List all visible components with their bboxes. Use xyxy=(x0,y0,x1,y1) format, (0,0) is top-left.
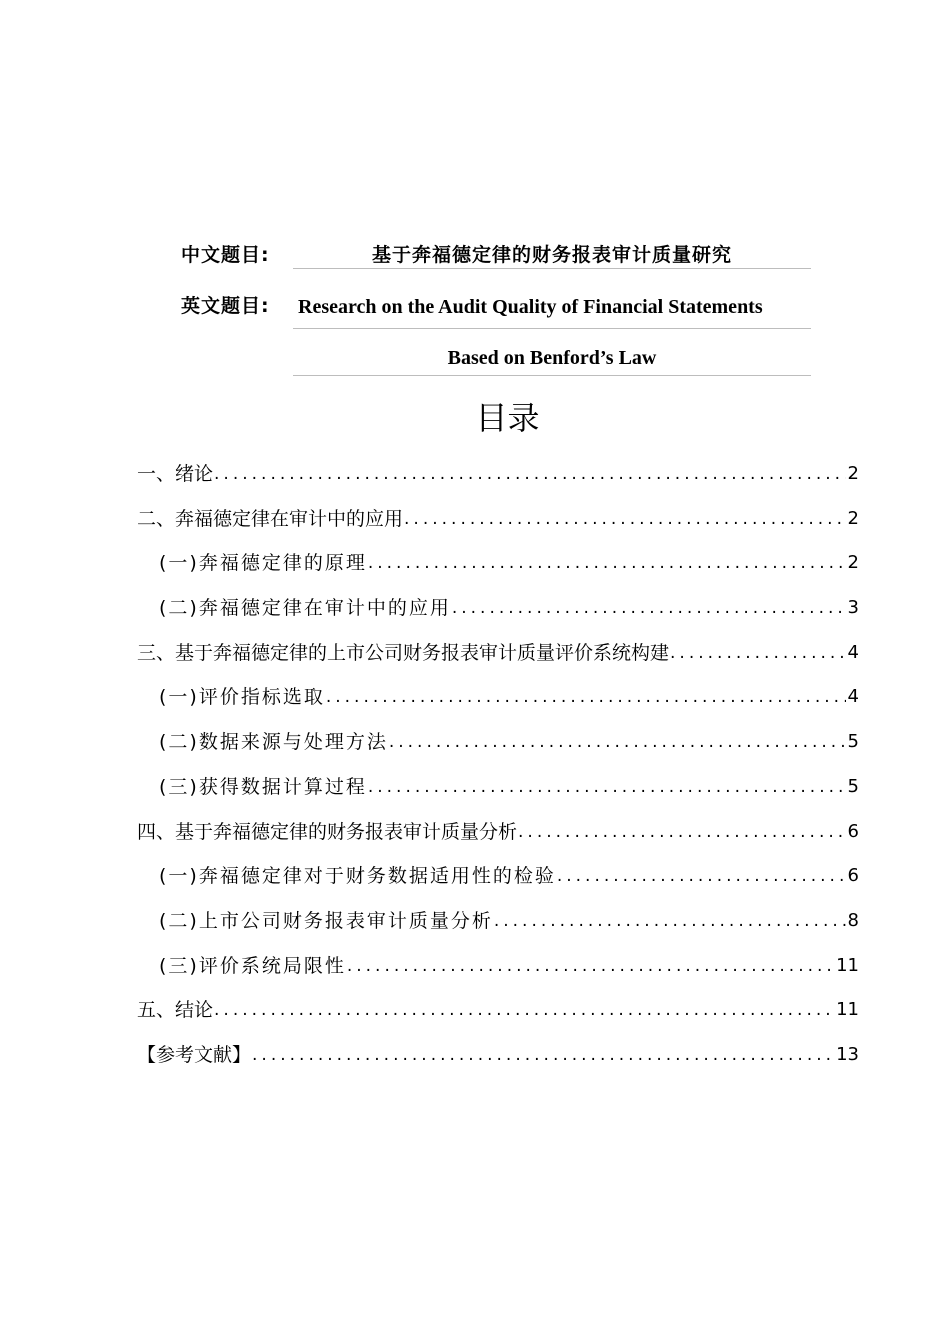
toc-entry-label: (三)评价系统局限性 xyxy=(159,954,346,977)
toc-entry-page-number: 2 xyxy=(847,463,859,484)
toc-entry-page-number: 11 xyxy=(836,954,859,976)
toc-entry-page-number: 11 xyxy=(836,999,859,1021)
toc-entry[interactable] xyxy=(137,996,859,1041)
toc-entry[interactable] xyxy=(137,907,859,952)
english-title-line-2: Based on Benford’s Law xyxy=(447,347,657,369)
english-title-line-1: Research on the Audit Quality of Financial Statements xyxy=(298,296,763,318)
toc-entry-label: 二、奔福德定律在审计中的应用 xyxy=(137,507,404,530)
toc-entry[interactable] xyxy=(137,639,859,684)
toc-entry[interactable] xyxy=(137,594,859,639)
toc-dot-leader xyxy=(214,996,834,1024)
toc-dot-leader xyxy=(368,773,846,801)
toc-heading: 目录 xyxy=(475,399,540,437)
toc-entry[interactable] xyxy=(137,1041,859,1086)
chinese-title: 基于奔福德定律的财务报表审计质量研究 xyxy=(371,244,732,266)
english-title-underline-2 xyxy=(293,375,811,376)
toc-entry-label: (一)奔福德定律的原理 xyxy=(159,552,367,575)
toc-entry[interactable] xyxy=(137,952,859,997)
toc-dot-leader xyxy=(557,862,846,890)
toc-entry[interactable] xyxy=(137,862,859,907)
toc-entry-page-number: 6 xyxy=(847,820,859,842)
table-of-contents xyxy=(137,460,859,1086)
toc-entry-label: 一、绪论 xyxy=(137,463,214,485)
toc-entry[interactable] xyxy=(137,683,859,728)
toc-entry[interactable] xyxy=(137,728,859,773)
toc-entry[interactable] xyxy=(137,460,859,505)
toc-entry[interactable] xyxy=(137,505,859,550)
toc-entry-label: (二)上市公司财务报表审计质量分析 xyxy=(159,909,493,932)
toc-dot-leader xyxy=(389,728,846,756)
chinese-title-label: 中文题目: xyxy=(181,244,270,266)
toc-dot-leader xyxy=(404,505,846,533)
toc-entry-page-number: 5 xyxy=(847,775,859,797)
toc-dot-leader xyxy=(214,460,846,488)
toc-entry[interactable] xyxy=(137,773,859,818)
toc-dot-leader xyxy=(518,818,846,846)
chinese-title-underline xyxy=(293,268,811,269)
toc-entry-page-number: 2 xyxy=(847,552,859,574)
toc-entry-label: (三)获得数据计算过程 xyxy=(159,775,367,798)
toc-dot-leader xyxy=(670,639,846,667)
toc-dot-leader xyxy=(252,1041,834,1069)
toc-dot-leader xyxy=(326,683,846,711)
toc-entry-page-number: 13 xyxy=(836,1043,859,1065)
toc-entry-page-number: 5 xyxy=(847,731,859,753)
toc-entry-label: (二)数据来源与处理方法 xyxy=(159,731,388,754)
toc-entry-label: (一)评价指标选取 xyxy=(159,686,325,709)
toc-entry-label: 【参考文献】 xyxy=(137,1043,252,1066)
toc-entry-page-number: 6 xyxy=(847,865,859,887)
toc-entry-page-number: 4 xyxy=(847,641,859,663)
toc-entry[interactable] xyxy=(137,549,859,594)
toc-entry-page-number: 3 xyxy=(847,597,859,619)
toc-dot-leader xyxy=(452,594,846,622)
toc-entry-page-number: 4 xyxy=(847,686,859,708)
toc-entry-label: 五、结论 xyxy=(137,999,214,1022)
toc-entry-label: 四、基于奔福德定律的财务报表审计质量分析 xyxy=(137,820,518,843)
toc-dot-leader xyxy=(347,952,834,980)
toc-entry-label: 三、基于奔福德定律的上市公司财务报表审计质量评价系统构建 xyxy=(137,641,670,664)
toc-entry-label: (二)奔福德定律在审计中的应用 xyxy=(159,597,451,620)
toc-entry[interactable] xyxy=(137,818,859,863)
english-title-underline-1 xyxy=(293,328,811,329)
toc-entry-page-number: 8 xyxy=(847,909,859,931)
english-title-label: 英文题目: xyxy=(181,295,270,317)
toc-dot-leader xyxy=(368,549,846,577)
toc-entry-label: (一)奔福德定律对于财务数据适用性的检验 xyxy=(159,865,556,888)
toc-entry-page-number: 2 xyxy=(847,507,859,529)
toc-dot-leader xyxy=(494,907,846,935)
